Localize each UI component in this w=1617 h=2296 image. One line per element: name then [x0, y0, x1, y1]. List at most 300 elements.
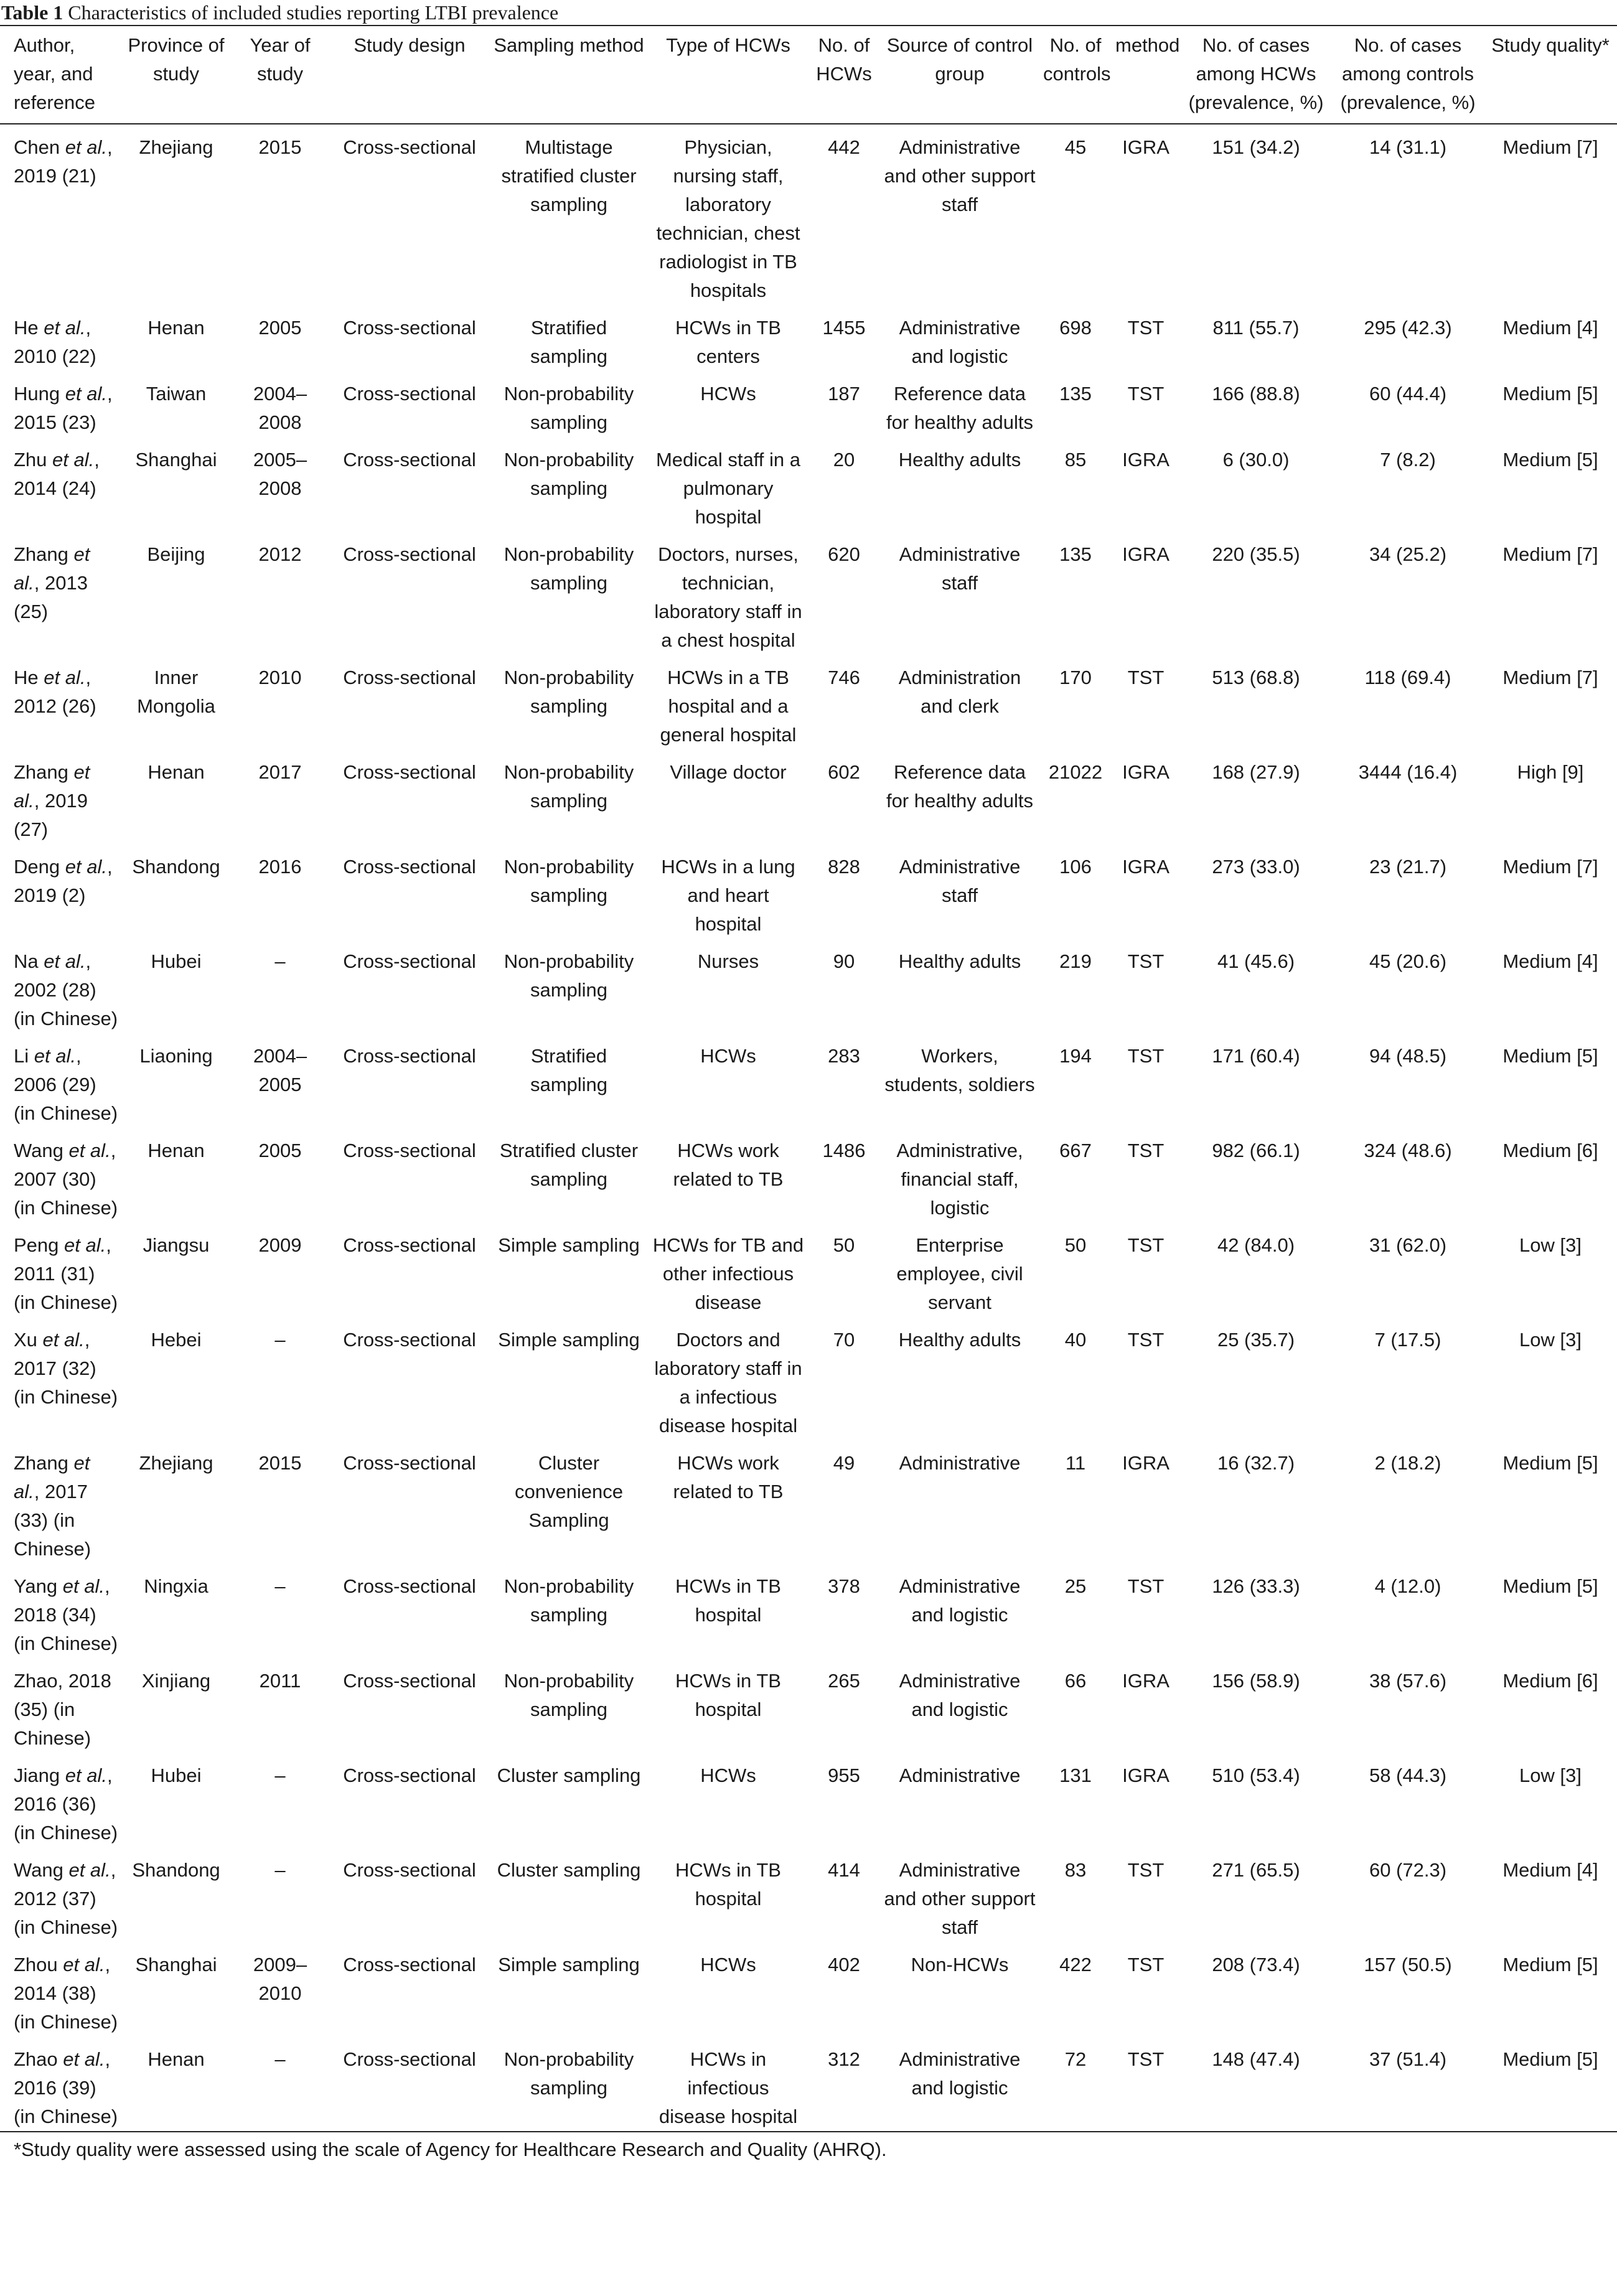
- header-hcws: No. of HCWs: [808, 26, 880, 124]
- controls-cell: 83: [1064, 1859, 1087, 1881]
- author-etal: et al.: [14, 543, 90, 594]
- author-citation: 2016 (36) (in Chinese): [14, 1793, 118, 1844]
- author-name: He: [14, 317, 39, 339]
- province-cell: Jiangsu: [143, 1234, 210, 1256]
- controls-cell: 667: [1059, 1140, 1092, 1161]
- year-cell: –: [230, 2036, 330, 2132]
- type-cell: HCWs: [700, 1045, 756, 1067]
- design-cell: Cross-sectional: [343, 1140, 476, 1161]
- controls-cell: 135: [1059, 383, 1092, 405]
- table-row: [0, 1033, 1617, 1128]
- author-cell: Zhao et al., 2016 (39) (in Chinese): [0, 2036, 122, 2132]
- year-cell: 2005: [258, 1140, 302, 1161]
- control-source-cell: Non-HCWs: [911, 1954, 1009, 1975]
- control-source-cell: Administrative and logistic: [899, 317, 1021, 367]
- controls-cell: 21022: [1048, 761, 1103, 783]
- hcws-cell: 265: [828, 1670, 860, 1692]
- cases-hcws-cell: 42 (84.0): [1217, 1234, 1295, 1256]
- controls-cell: 45: [1064, 136, 1087, 158]
- province-cell: Shanghai: [135, 1954, 217, 1975]
- table-header: [0, 26, 1617, 124]
- province-cell: Inner Mongolia: [137, 667, 215, 717]
- control-source-cell: Administrative staff: [899, 856, 1021, 906]
- sampling-cell: Non-probability sampling: [504, 449, 634, 499]
- author-cell: Yang et al., 2018 (34) (in Chinese): [14, 1575, 118, 1654]
- sampling-cell: Stratified cluster sampling: [499, 1140, 639, 1190]
- cases-hcws-cell: 16 (32.7): [1217, 1452, 1295, 1474]
- author-citation: 2016 (39) (in Chinese): [14, 2077, 118, 2127]
- design-cell: Cross-sectional: [343, 383, 476, 405]
- author-citation: 2019 (21): [14, 165, 96, 187]
- sampling-cell: Cluster sampling: [497, 1764, 641, 1786]
- hcws-cell: 1455: [822, 317, 866, 339]
- control-source-cell: Enterprise employee, civil servant: [896, 1234, 1023, 1313]
- cases-controls-cell: 38 (57.6): [1369, 1670, 1447, 1692]
- author-name: Wang: [14, 1140, 63, 1161]
- author-citation: 2006 (29) (in Chinese): [14, 1074, 118, 1124]
- design-cell: Cross-sectional: [330, 2036, 489, 2132]
- table-row: [0, 1847, 1617, 1942]
- controls-cell: 170: [1059, 667, 1092, 688]
- hcws-cell: 402: [828, 1954, 860, 1975]
- cases-controls-cell: 14 (31.1): [1369, 136, 1447, 158]
- hcws-cell: 828: [828, 856, 860, 878]
- author-etal: et al.: [44, 950, 86, 972]
- quality-cell: Low [3]: [1519, 1764, 1582, 1786]
- author-cell: He et al., 2012 (26): [14, 667, 96, 717]
- cases-controls-cell: 58 (44.3): [1369, 1764, 1447, 1786]
- author-etal: et al.: [14, 1452, 90, 1502]
- author-name: Zhao: [14, 2048, 58, 2070]
- method-cell: TST: [1127, 1140, 1165, 1161]
- year-cell: 2009–2010: [253, 1954, 307, 2004]
- header-year: Year of study: [230, 26, 330, 124]
- type-cell: HCWs: [700, 383, 756, 405]
- author-cell: Zhang et al., 2013 (25): [14, 543, 90, 622]
- year-cell: 2005: [258, 317, 302, 339]
- author-cell: Jiang et al., 2016 (36) (in Chinese): [14, 1764, 118, 1844]
- control-source-cell: Reference data for healthy adults: [886, 761, 1034, 812]
- method-cell: IGRA: [1122, 856, 1169, 878]
- control-source-cell: Administrative staff: [899, 543, 1021, 594]
- cases-controls-cell: 94 (48.5): [1369, 1045, 1447, 1067]
- design-cell: Cross-sectional: [343, 1234, 476, 1256]
- header-design: Study design: [330, 26, 489, 124]
- author-name: Yang: [14, 1575, 58, 1597]
- type-cell: Doctors, nurses, technician, laboratory staff in a chest hospital: [654, 543, 802, 651]
- year-cell: 2012: [258, 543, 302, 565]
- sampling-cell: Simple sampling: [498, 1329, 640, 1351]
- author-name: Li: [14, 1045, 29, 1067]
- cases-controls-cell: 34 (25.2): [1369, 543, 1447, 565]
- quality-cell: Low [3]: [1519, 1234, 1582, 1256]
- method-cell: IGRA: [1122, 136, 1169, 158]
- author-name: Na: [14, 950, 39, 972]
- control-source-cell: Administration and clerk: [898, 667, 1021, 717]
- author-name: Wang: [14, 1859, 63, 1881]
- author-citation: 2010 (22): [14, 345, 96, 367]
- author-name: Hung: [14, 383, 60, 405]
- controls-cell: 11: [1065, 1452, 1086, 1474]
- design-cell: Cross-sectional: [343, 1764, 476, 1786]
- year-cell: 2015: [258, 1452, 302, 1474]
- design-cell: Cross-sectional: [343, 1452, 476, 1474]
- author-etal: et al.: [65, 383, 107, 405]
- control-source-cell: Reference data for healthy adults: [886, 383, 1034, 433]
- sampling-cell: Non-probability sampling: [504, 761, 634, 812]
- table-row: [0, 371, 1617, 437]
- cases-hcws-cell: 148 (47.4): [1180, 2036, 1332, 2132]
- sampling-cell: Multistage stratified cluster sampling: [501, 136, 637, 215]
- year-cell: 2010: [258, 667, 302, 688]
- method-cell: TST: [1127, 1954, 1165, 1975]
- type-cell: HCWs: [700, 1764, 756, 1786]
- province-cell: Hubei: [151, 950, 202, 972]
- method-cell: IGRA: [1122, 1452, 1169, 1474]
- sampling-cell: Non-probability sampling: [504, 856, 634, 906]
- quality-cell: Medium [7]: [1502, 136, 1598, 158]
- author-name: Deng: [14, 856, 60, 878]
- author-name: Zhou: [14, 1954, 58, 1975]
- table-footnote: *Study quality were assessed using the scale of Agency for Healthcare Research and Quality (AHRQ).: [14, 2139, 887, 2160]
- quality-cell: Medium [7]: [1502, 667, 1598, 688]
- author-citation: 2019 (2): [14, 884, 86, 906]
- cases-controls-cell: 4 (12.0): [1374, 1575, 1441, 1597]
- sampling-cell: Stratified sampling: [530, 317, 608, 367]
- table-row: [0, 749, 1617, 844]
- type-cell: HCWs: [700, 1954, 756, 1975]
- quality-cell: Medium [5]: [1502, 383, 1598, 405]
- cases-controls-cell: 45 (20.6): [1369, 950, 1447, 972]
- author-citation: 2017 (33) (in Chinese): [14, 1481, 91, 1560]
- cases-hcws-cell: 220 (35.5): [1212, 543, 1300, 565]
- province-cell: Taiwan: [146, 383, 207, 405]
- table-row: [0, 844, 1617, 939]
- type-cell: Doctors and laboratory staff in a infectious disease hospital: [654, 1329, 802, 1436]
- header-quality: Study quality*: [1484, 26, 1617, 124]
- cases-hcws-cell: 510 (53.4): [1212, 1764, 1300, 1786]
- table-caption-label: Table 1: [1, 1, 63, 24]
- author-etal: et al.: [65, 136, 107, 158]
- design-cell: Cross-sectional: [343, 317, 476, 339]
- year-cell: 2004–2005: [253, 1045, 307, 1095]
- hcws-cell: 620: [828, 543, 860, 565]
- type-cell: HCWs in a lung and heart hospital: [661, 856, 795, 935]
- author-cell: Deng et al., 2019 (2): [14, 856, 113, 906]
- cases-controls-cell: 157 (50.5): [1364, 1954, 1452, 1975]
- table-row: [0, 1658, 1617, 1753]
- type-cell: HCWs in TB hospital: [675, 1575, 781, 1626]
- type-cell: Nurses: [697, 950, 759, 972]
- method-cell: IGRA: [1122, 761, 1169, 783]
- author-citation: 2017 (32) (in Chinese): [14, 1357, 118, 1408]
- author-etal: et al.: [63, 2048, 105, 2070]
- year-cell: 2015: [258, 136, 302, 158]
- year-cell: –: [274, 1575, 286, 1597]
- type-cell: HCWs in TB hospital: [675, 1670, 781, 1720]
- hcws-cell: 414: [828, 1859, 860, 1881]
- author-etal: et al.: [14, 761, 90, 812]
- province-cell: Shandong: [132, 856, 220, 878]
- quality-cell: Medium [5]: [1502, 1954, 1598, 1975]
- controls-cell: 422: [1059, 1954, 1092, 1975]
- province-cell: Ningxia: [144, 1575, 209, 1597]
- cases-hcws-cell: 513 (68.8): [1212, 667, 1300, 688]
- author-citation: 2007 (30) (in Chinese): [14, 1168, 118, 1219]
- header-province: Province of study: [122, 26, 230, 124]
- author-citation: 2018 (34) (in Chinese): [14, 1604, 118, 1654]
- hcws-cell: 746: [828, 667, 860, 688]
- controls-cell: 50: [1064, 1234, 1087, 1256]
- quality-cell: Medium [7]: [1502, 856, 1598, 878]
- hcws-cell: 70: [833, 1329, 855, 1351]
- author-etal: et al.: [68, 1859, 111, 1881]
- hcws-cell: 955: [828, 1764, 860, 1786]
- author-citation: 2014 (24): [14, 477, 96, 499]
- hcws-cell: 50: [833, 1234, 855, 1256]
- table-body: [0, 124, 1617, 2132]
- cases-hcws-cell: 41 (45.6): [1217, 950, 1295, 972]
- controls-cell: 131: [1059, 1764, 1092, 1786]
- design-cell: Cross-sectional: [343, 1045, 476, 1067]
- author-citation: 2012 (26): [14, 695, 96, 717]
- cases-controls-cell: 31 (62.0): [1369, 1234, 1447, 1256]
- author-citation: 2013 (25): [14, 572, 88, 622]
- author-cell: Peng et al., 2011 (31) (in Chinese): [14, 1234, 118, 1313]
- method-cell: IGRA: [1122, 1764, 1169, 1786]
- table-row: [0, 124, 1617, 305]
- author-name: He: [14, 667, 39, 688]
- cases-hcws-cell: 6 (30.0): [1222, 449, 1290, 471]
- design-cell: Cross-sectional: [343, 667, 476, 688]
- sampling-cell: Cluster convenience Sampling: [514, 1452, 624, 1531]
- control-source-cell: Administrative: [899, 1452, 1021, 1474]
- author-cell: Xu et al., 2017 (32) (in Chinese): [14, 1329, 118, 1408]
- author-etal: et al.: [63, 1954, 105, 1975]
- author-name: Zhu: [14, 449, 47, 471]
- author-name: Zhang: [14, 543, 68, 565]
- method-cell: TST: [1127, 1859, 1165, 1881]
- control-source-cell: Administrative and logistic: [899, 1575, 1021, 1626]
- sampling-cell: Non-probability sampling: [504, 950, 634, 1001]
- year-cell: 2004–2008: [253, 383, 307, 433]
- header-controls: No. of controls: [1039, 26, 1112, 124]
- cases-hcws-cell: 151 (34.2): [1212, 136, 1300, 158]
- author-etal: et al.: [42, 1329, 85, 1351]
- author-etal: et al.: [34, 1045, 76, 1067]
- control-source-cell: Workers, students, soldiers: [884, 1045, 1035, 1095]
- table-row: [0, 437, 1617, 532]
- control-source-cell: Administrative and other support staff: [884, 136, 1036, 215]
- author-cell: Li et al., 2006 (29) (in Chinese): [14, 1045, 118, 1124]
- hcws-cell: 20: [833, 449, 855, 471]
- type-cell: HCWs for TB and other infectious disease: [652, 1234, 804, 1313]
- year-cell: 2011: [259, 1670, 301, 1692]
- controls-cell: 135: [1059, 543, 1092, 565]
- quality-cell: Medium [4]: [1502, 317, 1598, 339]
- table-caption: [0, 0, 1617, 25]
- author-etal: et al.: [62, 1575, 105, 1597]
- header-cases-hcws: No. of cases among HCWs (prevalence, %): [1180, 26, 1332, 124]
- cases-hcws-cell: 25 (35.7): [1217, 1329, 1295, 1351]
- author-etal: et al.: [44, 317, 86, 339]
- design-cell: Cross-sectional: [343, 1329, 476, 1351]
- cases-hcws-cell: 168 (27.9): [1212, 761, 1300, 783]
- header-control-source: Source of control group: [880, 26, 1039, 124]
- cases-controls-cell: 118 (69.4): [1364, 667, 1451, 688]
- author-name: Jiang: [14, 1764, 60, 1786]
- design-cell: Cross-sectional: [343, 1954, 476, 1975]
- year-cell: –: [274, 950, 286, 972]
- year-cell: –: [274, 1329, 286, 1351]
- controls-cell: 698: [1059, 317, 1092, 339]
- author-citation: 2002 (28) (in Chinese): [14, 979, 118, 1029]
- author-citation: 2015 (23): [14, 411, 96, 433]
- design-cell: Cross-sectional: [343, 856, 476, 878]
- cases-hcws-cell: 271 (65.5): [1212, 1859, 1300, 1881]
- author-name: Zhang: [14, 761, 68, 783]
- quality-cell: Medium [4]: [1502, 950, 1598, 972]
- cases-controls-cell: 2 (18.2): [1374, 1452, 1441, 1474]
- method-cell: TST: [1127, 950, 1165, 972]
- author-cell: Zhu et al., 2014 (24): [14, 449, 100, 499]
- cases-controls-cell: 295 (42.3): [1364, 317, 1452, 339]
- design-cell: Cross-sectional: [343, 1670, 476, 1692]
- sampling-cell: Simple sampling: [498, 1954, 640, 1975]
- header-row: [0, 26, 1617, 124]
- author-name: Xu: [14, 1329, 37, 1351]
- header-author: Author, year, and reference: [0, 26, 122, 124]
- author-cell: Hung et al., 2015 (23): [14, 383, 113, 433]
- method-cell: TST: [1127, 1234, 1165, 1256]
- controls-cell: 66: [1064, 1670, 1087, 1692]
- cases-controls-cell: 7 (17.5): [1374, 1329, 1441, 1351]
- method-cell: TST: [1127, 1575, 1165, 1597]
- type-cell: HCWs in a TB hospital and a general hospital: [660, 667, 797, 746]
- control-source-cell: Healthy adults: [898, 950, 1021, 972]
- author-cell: Wang et al., 2007 (30) (in Chinese): [14, 1140, 118, 1219]
- author-etal: et al.: [65, 856, 107, 878]
- design-cell: Cross-sectional: [343, 1575, 476, 1597]
- author-etal: et al.: [52, 449, 95, 471]
- design-cell: Cross-sectional: [343, 1859, 476, 1881]
- province-cell: Hebei: [151, 1329, 202, 1351]
- method-cell: TST: [1127, 667, 1165, 688]
- table-row: [0, 939, 1617, 1033]
- controls-cell: 194: [1059, 1045, 1092, 1067]
- controls-cell: 85: [1064, 449, 1087, 471]
- year-cell: 2016: [258, 856, 302, 878]
- quality-cell: Medium [5]: [1502, 449, 1598, 471]
- author-cell: Zhang et al., 2017 (33) (in Chinese): [14, 1452, 91, 1560]
- hcws-cell: 283: [828, 1045, 860, 1067]
- table-row: [0, 1128, 1617, 1222]
- sampling-cell: Simple sampling: [498, 1234, 640, 1256]
- cases-hcws-cell: 156 (58.9): [1212, 1670, 1300, 1692]
- author-citation: 2014 (38) (in Chinese): [14, 1982, 118, 2033]
- province-cell: Henan: [148, 1140, 205, 1161]
- author-etal: et al.: [68, 1140, 111, 1161]
- method-cell: TST: [1127, 1329, 1165, 1351]
- quality-cell: Medium [6]: [1502, 1670, 1598, 1692]
- cases-controls-cell: 324 (48.6): [1364, 1140, 1452, 1161]
- sampling-cell: Non-probability sampling: [504, 1575, 634, 1626]
- design-cell: Cross-sectional: [343, 950, 476, 972]
- author-cell: Zhang et al., 2019 (27): [14, 761, 90, 840]
- control-source-cell: Administrative and other support staff: [884, 1859, 1036, 1938]
- design-cell: Cross-sectional: [343, 136, 476, 158]
- control-source-cell: Administrative, financial staff, logistic: [896, 1140, 1023, 1219]
- hcws-cell: 312: [808, 2036, 880, 2132]
- author-name: Peng: [14, 1234, 59, 1256]
- type-cell: HCWs in infectious disease hospital: [649, 2036, 808, 2132]
- control-source-cell: Healthy adults: [898, 449, 1021, 471]
- type-cell: Physician, nursing staff, laboratory technician, chest radiologist in TB hospitals: [656, 136, 800, 301]
- design-cell: Cross-sectional: [343, 761, 476, 783]
- sampling-cell: Non-probability sampling: [504, 667, 634, 717]
- province-cell: Liaoning: [139, 1045, 213, 1067]
- hcws-cell: 49: [833, 1452, 855, 1474]
- table-row: [0, 2036, 1617, 2132]
- quality-cell: High [9]: [1517, 761, 1584, 783]
- author-etal: et al.: [44, 667, 86, 688]
- quality-cell: Medium [5]: [1502, 1045, 1598, 1067]
- controls-cell: 40: [1064, 1329, 1087, 1351]
- method-cell: TST: [1112, 2036, 1180, 2132]
- author-cell: Chen et al., 2019 (21): [14, 136, 113, 187]
- table-row: [0, 655, 1617, 749]
- province-cell: Xinjiang: [141, 1670, 211, 1692]
- design-cell: Cross-sectional: [343, 449, 476, 471]
- author-name: Zhang: [14, 1452, 68, 1474]
- type-cell: HCWs work related to TB: [673, 1452, 784, 1502]
- year-cell: 2005–2008: [253, 449, 307, 499]
- cases-hcws-cell: 171 (60.4): [1212, 1045, 1300, 1067]
- hcws-cell: 90: [833, 950, 855, 972]
- table-row: [0, 532, 1617, 655]
- year-cell: 2017: [258, 761, 302, 783]
- province-cell: Henan: [148, 761, 205, 783]
- type-cell: HCWs in TB hospital: [675, 1859, 781, 1909]
- cases-hcws-cell: 166 (88.8): [1212, 383, 1300, 405]
- province-cell: Henan: [122, 2036, 230, 2132]
- author-etal: et al.: [65, 1764, 107, 1786]
- sampling-cell: Non-probability sampling: [504, 1670, 634, 1720]
- cases-controls-cell: 60 (44.4): [1369, 383, 1447, 405]
- design-cell: Cross-sectional: [343, 543, 476, 565]
- sampling-cell: Non-probability sampling: [504, 543, 634, 594]
- author-etal: et al.: [64, 1234, 106, 1256]
- header-type: Type of HCWs: [649, 26, 808, 124]
- method-cell: TST: [1127, 1045, 1165, 1067]
- province-cell: Zhejiang: [139, 1452, 213, 1474]
- header-sampling: Sampling method: [489, 26, 649, 124]
- controls-cell: 219: [1059, 950, 1092, 972]
- hcws-cell: 442: [828, 136, 860, 158]
- province-cell: Henan: [148, 317, 205, 339]
- control-source-cell: Administrative and logistic: [880, 2036, 1039, 2132]
- table-row: [0, 1440, 1617, 1563]
- author-cell: [0, 1658, 122, 1753]
- header-method: method: [1112, 26, 1180, 124]
- cases-hcws-cell: 208 (73.4): [1212, 1954, 1300, 1975]
- table-caption-text: Characteristics of included studies reporting LTBI prevalence: [68, 1, 559, 24]
- quality-cell: Medium [5]: [1502, 1575, 1598, 1597]
- method-cell: IGRA: [1122, 449, 1169, 471]
- author-cell: Wang et al., 2012 (37) (in Chinese): [14, 1859, 118, 1938]
- controls-cell: 25: [1064, 1575, 1087, 1597]
- hcws-cell: 187: [828, 383, 860, 405]
